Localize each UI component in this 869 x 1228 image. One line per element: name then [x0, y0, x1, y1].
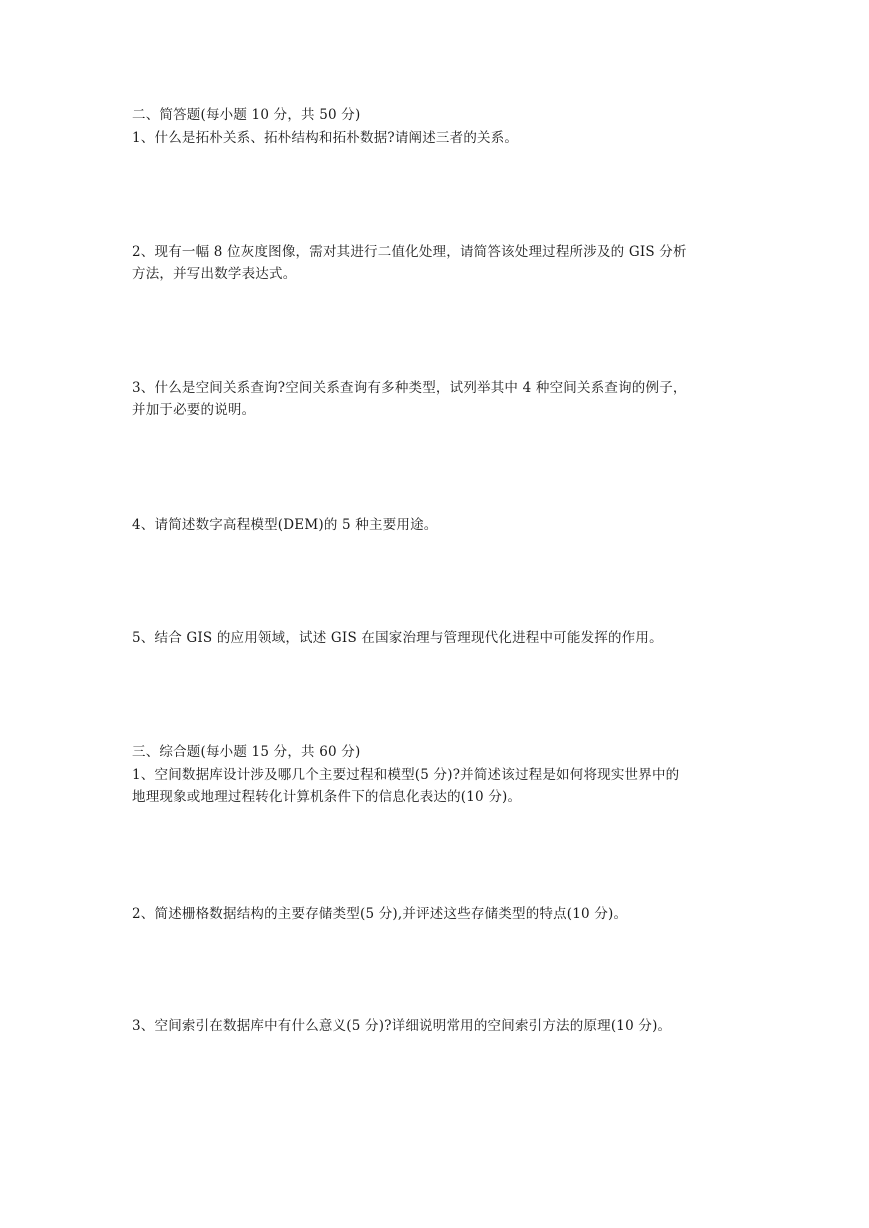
question-3-2: [132, 903, 627, 925]
question-2-4: [132, 514, 438, 536]
question-text-continued: 并加于必要的说明。: [132, 402, 256, 418]
question-text: 1、空间数据库设计涉及哪几个主要过程和模型(5 分)?并简述该过程是如何将现实世界中的: [132, 767, 680, 783]
question-text: 2、简述栅格数据结构的主要存储类型(5 分),并评述这些存储类型的特点(10 分)。: [132, 906, 628, 922]
question-2-2: [132, 241, 687, 285]
question-2-5: [132, 627, 663, 649]
question-3-3: [132, 1015, 671, 1037]
question-2-1: [132, 127, 518, 149]
section-heading-comprehensive: 三、综合题(每小题 15 分，共 60 分): [132, 744, 361, 760]
question-text-continued: 地理现象或地理过程转化计算机条件下的信息化表达的(10 分)。: [132, 789, 522, 805]
question-text: 3、什么是空间关系查询?空间关系查询有多种类型，试列举其中 4 种空间关系查询的例子，: [132, 380, 687, 396]
question-3-1: [132, 764, 679, 808]
question-2-3: [132, 377, 687, 421]
question-text: 2、现有一幅 8 位灰度图像，需对其进行二值化处理，请简答该处理过程所涉及的 GIS 分析: [132, 244, 687, 260]
section-heading-short-answer: 二、简答题(每小题 10 分，共 50 分): [132, 107, 361, 123]
question-text: 3、空间索引在数据库中有什么意义(5 分)?详细说明常用的空间索引方法的原理(10 分)。: [132, 1018, 672, 1034]
question-text: 4、请简述数字高程模型(DEM)的 5 种主要用途。: [132, 517, 438, 533]
question-text: 1、什么是拓朴关系、拓朴结构和拓朴数据?请阐述三者的关系。: [132, 130, 519, 146]
question-text: 5、结合 GIS 的应用领域，试述 GIS 在国家治理与管理现代化进程中可能发挥的作用。: [132, 630, 663, 646]
question-text-continued: 方法，并写出数学表达式。: [132, 266, 297, 282]
